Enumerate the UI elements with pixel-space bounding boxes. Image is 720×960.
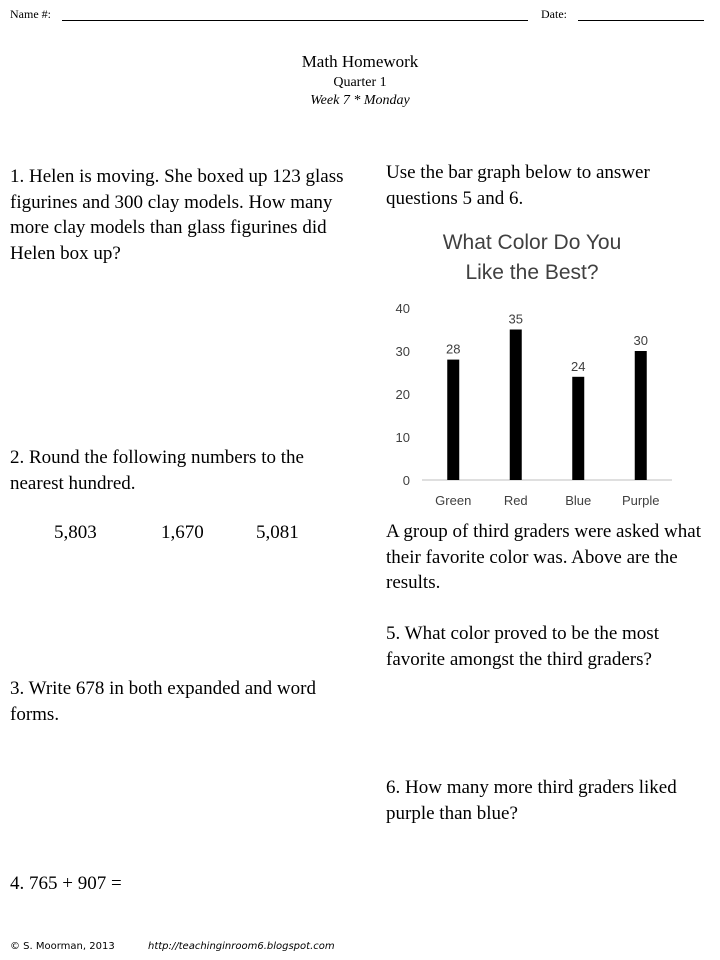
y-tick-label: 10 [395, 430, 410, 445]
round-number-1: 5,803 [54, 522, 97, 543]
name-input-line[interactable] [62, 20, 528, 21]
data-label-purple: 30 [633, 333, 648, 348]
bar-purple [635, 351, 647, 480]
name-label: Name #: [10, 7, 51, 21]
question-1: 1. Helen is moving. She boxed up 123 glass figurines and 300 clay models. How many more clay models than glass figurines did Helen box up? [10, 166, 344, 264]
question-2: 2. Round the following numbers to the nearest hundred. [10, 447, 304, 494]
x-tick-label-purple: Purple [621, 493, 660, 508]
y-tick-label: 20 [395, 387, 410, 402]
graph-description: A group of third graders were asked what their favorite color was. Above are the results. [386, 521, 701, 593]
bar-chart [380, 222, 700, 518]
round-number-2: 1,670 [161, 522, 204, 543]
bar-red [510, 330, 522, 481]
x-tick-label-green: Green [435, 493, 472, 508]
data-label-blue: 24 [571, 358, 586, 374]
chart-title-line-1: What Color Do You [442, 231, 622, 254]
bar-green [447, 360, 459, 480]
quarter-subtitle: Quarter 1 [333, 75, 387, 90]
footer-copyright: © S. Moorman, 2013 [10, 941, 115, 952]
y-tick-label: 30 [395, 344, 410, 359]
graph-intro: Use the bar graph below to answer questions 5 and 6. [386, 162, 650, 209]
question-5: 5. What color proved to be the most favorite amongst the third graders? [386, 623, 659, 670]
footer-url[interactable]: http://teachinginroom6.blogspot.com [148, 941, 335, 952]
round-number-3: 5,081 [256, 522, 299, 543]
question-6: 6. How many more third graders liked purple than blue? [386, 777, 677, 824]
chart-title-line-2: Like the Best? [465, 261, 599, 284]
x-tick-label-blue: Blue [565, 493, 592, 508]
chart-plot-area [396, 301, 672, 508]
question-3: 3. Write 678 in both expanded and word forms. [10, 678, 316, 725]
data-label-red: 35 [508, 311, 523, 327]
data-label-green: 28 [446, 341, 461, 357]
date-label: Date: [541, 7, 567, 21]
question-4: 4. 765 + 907 = [10, 873, 122, 894]
date-input-line[interactable] [578, 20, 704, 21]
page-title: Math Homework [301, 52, 419, 71]
week-subtitle: Week 7 * Monday [310, 93, 410, 108]
y-tick-label: 0 [402, 473, 410, 488]
x-tick-label-red: Red [503, 493, 528, 508]
y-tick-label: 40 [395, 301, 410, 316]
bar-blue [572, 377, 584, 480]
